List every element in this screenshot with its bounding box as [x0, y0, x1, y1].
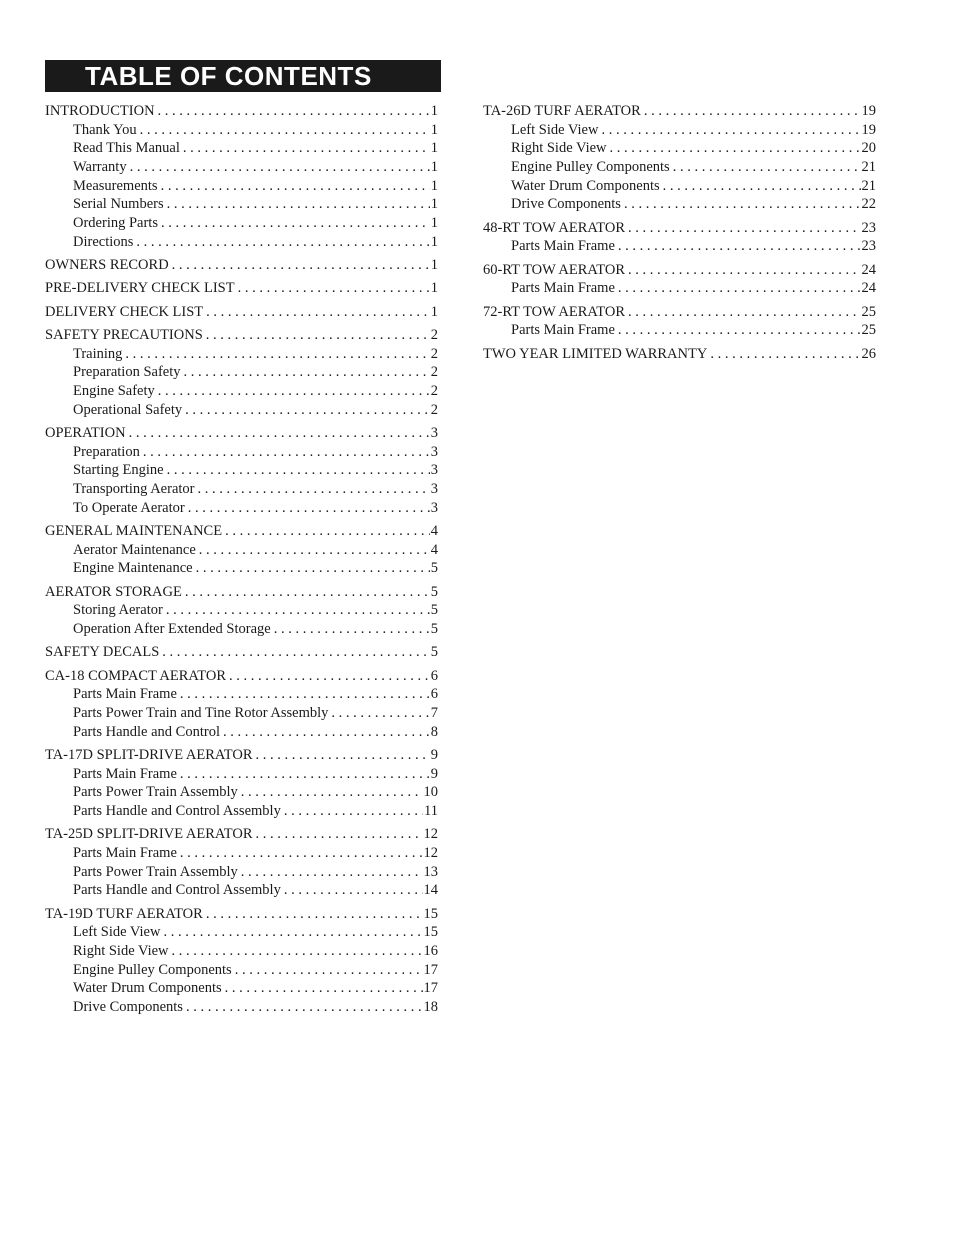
toc-subentry [45, 443, 438, 462]
toc-section [45, 326, 438, 419]
toc-page-number: 21 [861, 177, 876, 194]
toc-section [45, 667, 438, 742]
dot-leader [610, 139, 861, 158]
dot-leader [140, 121, 430, 140]
toc-page-number: 2 [430, 326, 438, 343]
toc-entry-label: CA-18 COMPACT AERATOR [45, 667, 227, 684]
toc-subentry [483, 321, 876, 340]
toc-subentry [45, 382, 438, 401]
toc-entry-label: Training [73, 345, 123, 362]
toc-section [45, 256, 438, 275]
toc-subentry [45, 844, 438, 863]
dot-leader [628, 261, 860, 280]
dot-leader [161, 177, 430, 196]
toc-subentry [45, 601, 438, 620]
toc-page-number: 19 [861, 121, 876, 138]
toc-entry-label: Parts Handle and Control [73, 723, 220, 740]
toc-page-number: 19 [861, 103, 876, 119]
toc-page-number: 26 [861, 345, 876, 362]
toc-page-number: 15 [423, 924, 438, 941]
toc-page-number: 2 [430, 345, 438, 362]
toc-page-number: 2 [430, 383, 438, 399]
toc-subentry [45, 499, 438, 518]
dot-leader [180, 765, 430, 784]
toc-page-number: 5 [430, 602, 438, 619]
toc-page-number: 23 [861, 238, 876, 255]
dot-leader [618, 321, 861, 340]
toc-entry-label: Parts Power Train and Tine Rotor Assembly [73, 704, 329, 721]
toc-subentry [45, 214, 438, 233]
toc-entry-label: Thank You [73, 121, 137, 138]
toc-page-number: 10 [423, 784, 438, 801]
dot-leader [180, 685, 430, 704]
toc-section-heading [483, 261, 876, 280]
toc-subentry [45, 942, 438, 961]
toc-entry-label: Engine Pulley Components [511, 159, 670, 176]
toc-entry-label: 60-RT TOW AERATOR [483, 261, 626, 278]
toc-subentry [483, 237, 876, 256]
toc-section-heading [45, 279, 438, 298]
dot-leader [185, 583, 430, 602]
toc-subentry [45, 559, 438, 578]
toc-entry-label: Right Side View [73, 943, 169, 959]
toc-section [45, 825, 438, 900]
toc-section [483, 303, 876, 340]
toc-section [483, 102, 876, 214]
dot-leader [624, 195, 861, 214]
toc-entry-label: Parts Main Frame [511, 322, 615, 339]
toc-subentry [45, 177, 438, 196]
toc-section [45, 643, 438, 662]
toc-section-heading [45, 643, 438, 662]
toc-page-number: 1 [430, 121, 438, 138]
toc-subentry [45, 541, 438, 560]
toc-entry-label: Preparation [73, 443, 140, 460]
toc-page-number: 3 [430, 481, 438, 498]
toc-section [45, 424, 438, 517]
toc-page-number: 9 [430, 746, 438, 763]
toc-page-number: 7 [430, 704, 438, 721]
dot-leader [162, 643, 429, 662]
toc-page-number: 17 [423, 961, 438, 978]
toc-entry-label: Measurements [73, 177, 158, 194]
toc-page-number: 11 [424, 803, 438, 819]
dot-leader [198, 480, 430, 499]
toc-section-heading [45, 667, 438, 686]
toc-section [45, 746, 438, 821]
toc-page-number: 5 [430, 560, 438, 577]
dot-leader [331, 704, 429, 723]
toc-section [45, 905, 438, 1017]
toc-page-number: 6 [430, 686, 438, 703]
dot-leader [710, 345, 860, 364]
toc-section-heading [45, 522, 438, 541]
dot-leader [185, 401, 430, 420]
toc-page-number: 16 [423, 943, 438, 959]
toc-entry-label: Parts Handle and Control Assembly [73, 803, 281, 819]
toc-page-number: 1 [430, 196, 438, 213]
toc-entry-label: TA-26D TURF AERATOR [483, 103, 641, 119]
toc-subentry [45, 685, 438, 704]
toc-section-heading [45, 256, 438, 275]
toc-section-heading [45, 825, 438, 844]
toc-subentry [45, 233, 438, 252]
toc-page-number: 17 [423, 980, 438, 997]
toc-subentry [45, 723, 438, 742]
dot-leader [183, 139, 430, 158]
dot-leader [136, 233, 429, 252]
dot-leader [163, 923, 422, 942]
toc-subentry [45, 461, 438, 480]
dot-leader [166, 601, 430, 620]
toc-subentry [45, 979, 438, 998]
toc-subentry [483, 139, 876, 158]
toc-subentry [45, 121, 438, 140]
toc-entry-label: Water Drum Components [73, 980, 222, 997]
toc-entry-label: PRE-DELIVERY CHECK LIST [45, 280, 235, 297]
toc-entry-label: TA-17D SPLIT-DRIVE AERATOR [45, 746, 253, 763]
toc-page-number: 5 [430, 621, 438, 638]
toc-section [45, 583, 438, 639]
toc-entry-label: Left Side View [511, 121, 599, 138]
toc-page-number: 12 [423, 826, 438, 843]
toc-entry-label: DELIVERY CHECK LIST [45, 303, 204, 320]
toc-section-heading [45, 583, 438, 602]
toc-page-number: 21 [861, 159, 876, 176]
toc-entry-label: OPERATION [45, 424, 126, 441]
dot-leader [184, 363, 430, 382]
toc-entry-label: Parts Main Frame [511, 238, 615, 255]
dot-leader [628, 303, 860, 322]
toc-entry-label: Warranty [73, 159, 127, 176]
toc-subentry [483, 121, 876, 140]
toc-entry-label: Parts Main Frame [73, 844, 177, 861]
toc-entry-label: Parts Main Frame [511, 280, 615, 297]
title-banner [45, 60, 441, 92]
toc-page-number: 24 [861, 280, 876, 297]
toc-section-heading [483, 345, 876, 364]
toc-subentry [45, 345, 438, 364]
dot-leader [229, 667, 430, 686]
toc-entry-label: Parts Main Frame [73, 686, 177, 703]
toc-page-number: 1 [430, 233, 438, 250]
toc-entry-label: Drive Components [73, 999, 183, 1016]
toc-left-column [45, 102, 438, 1021]
toc-subentry [483, 195, 876, 214]
dot-leader [284, 802, 423, 821]
toc-entry-label: Starting Engine [73, 462, 164, 479]
toc-page-number: 3 [430, 443, 438, 460]
toc-page-number: 1 [430, 159, 438, 176]
toc-section-heading [45, 326, 438, 345]
toc-section-heading [45, 303, 438, 322]
toc-entry-label: AERATOR STORAGE [45, 583, 182, 600]
toc-entry-label: Parts Handle and Control Assembly [73, 882, 281, 899]
toc-section-heading [483, 303, 876, 322]
toc-section-heading [483, 102, 876, 121]
toc-entry-label: SAFETY DECALS [45, 644, 160, 661]
toc-entry-label: Engine Maintenance [73, 560, 193, 577]
toc-subentry [483, 177, 876, 196]
dot-leader [167, 195, 430, 214]
toc-entry-label: Preparation Safety [73, 364, 181, 381]
toc-section-heading [483, 219, 876, 238]
dot-leader [235, 961, 423, 980]
toc-entry-label: Ordering Parts [73, 215, 158, 232]
toc-subentry [45, 363, 438, 382]
toc-page-number: 18 [423, 999, 438, 1016]
toc-entry-label: Read This Manual [73, 140, 180, 157]
toc-subentry [483, 279, 876, 298]
toc-page-number: 1 [430, 177, 438, 194]
dot-leader [143, 443, 430, 462]
toc-page-number: 1 [430, 257, 438, 274]
toc-page-number: 9 [430, 765, 438, 782]
dot-leader [130, 158, 430, 177]
dot-leader [199, 541, 430, 560]
toc-page-number: 5 [430, 644, 438, 661]
dot-leader [238, 279, 430, 298]
toc-subentry [483, 158, 876, 177]
toc-section [45, 522, 438, 578]
dot-leader [256, 746, 430, 765]
dot-leader [644, 102, 861, 121]
dot-leader [663, 177, 861, 196]
toc-entry-label: OWNERS RECORD [45, 257, 169, 274]
toc-subentry [45, 923, 438, 942]
dot-leader [158, 102, 430, 121]
toc-page-number: 1 [430, 303, 438, 320]
toc-entry-label: TA-25D SPLIT-DRIVE AERATOR [45, 826, 253, 843]
dot-leader [186, 998, 423, 1017]
toc-entry-label: Serial Numbers [73, 196, 164, 213]
dot-leader [188, 499, 430, 518]
toc-subentry [45, 881, 438, 900]
toc-entry-label: 48-RT TOW AERATOR [483, 219, 626, 236]
toc-page-number: 2 [430, 401, 438, 418]
toc-page-number: 3 [430, 424, 438, 441]
toc-page-number: 1 [430, 103, 438, 119]
dot-leader [601, 121, 860, 140]
dot-leader [618, 237, 861, 256]
dot-leader [206, 905, 423, 924]
toc-section [45, 279, 438, 298]
toc-page-number: 2 [430, 364, 438, 381]
toc-page-number: 25 [861, 322, 876, 339]
dot-leader [196, 559, 430, 578]
toc-entry-label: TA-19D TURF AERATOR [45, 905, 203, 922]
toc-page-number: 5 [430, 583, 438, 600]
toc-right-column [483, 102, 876, 368]
toc-entry-label: GENERAL MAINTENANCE [45, 523, 223, 539]
toc-subentry [45, 139, 438, 158]
dot-leader [284, 881, 423, 900]
toc-subentry [45, 765, 438, 784]
dot-leader [158, 382, 430, 401]
toc-entry-label: Parts Power Train Assembly [73, 784, 238, 801]
toc-section [483, 261, 876, 298]
dot-leader [172, 256, 430, 275]
toc-page-number: 14 [423, 882, 438, 899]
toc-section-heading [45, 424, 438, 443]
toc-entry-label: Directions [73, 233, 134, 250]
toc-page-number: 25 [861, 303, 876, 320]
dot-leader [161, 214, 430, 233]
dot-leader [180, 844, 423, 863]
toc-page-number: 22 [861, 196, 876, 213]
dot-leader [125, 345, 429, 364]
dot-leader [225, 522, 430, 541]
dot-leader [618, 279, 861, 298]
toc-entry-label: INTRODUCTION [45, 103, 155, 119]
toc-subentry [45, 802, 438, 821]
dot-leader [274, 620, 430, 639]
dot-leader [673, 158, 861, 177]
dot-leader [172, 942, 423, 961]
toc-subentry [45, 620, 438, 639]
toc-page-number: 23 [861, 219, 876, 236]
toc-subentry [45, 961, 438, 980]
toc-entry-label: TWO YEAR LIMITED WARRANTY [483, 345, 708, 362]
toc-page-number: 1 [430, 280, 438, 297]
toc-section [483, 345, 876, 364]
toc-entry-label: To Operate Aerator [73, 499, 185, 516]
dot-leader [628, 219, 860, 238]
toc-subentry [45, 480, 438, 499]
toc-entry-label: Drive Components [511, 196, 621, 213]
toc-entry-label: Operational Safety [73, 401, 183, 418]
dot-leader [256, 825, 423, 844]
toc-entry-label: Left Side View [73, 924, 161, 941]
toc-entry-label: Parts Power Train Assembly [73, 863, 238, 880]
dot-leader [167, 461, 430, 480]
dot-leader [241, 783, 423, 802]
toc-section [45, 303, 438, 322]
toc-page-number: 12 [423, 844, 438, 861]
toc-section-heading [45, 905, 438, 924]
toc-page-number: 20 [861, 140, 876, 157]
dot-leader [241, 863, 423, 882]
dot-leader [206, 326, 430, 345]
toc-page-number: 4 [430, 523, 438, 539]
toc-section [45, 102, 438, 252]
toc-page-number: 3 [430, 499, 438, 516]
toc-entry-label: Engine Pulley Components [73, 961, 232, 978]
toc-page-number: 1 [430, 140, 438, 157]
toc-entry-label: Water Drum Components [511, 177, 660, 194]
toc-page-number: 1 [430, 215, 438, 232]
dot-leader [223, 723, 430, 742]
toc-section [483, 219, 876, 256]
toc-subentry [45, 998, 438, 1017]
toc-entry-label: Engine Safety [73, 383, 155, 399]
toc-subentry [45, 863, 438, 882]
toc-entry-label: Storing Aerator [73, 602, 163, 619]
toc-entry-label: SAFETY PRECAUTIONS [45, 326, 203, 343]
toc-page-number: 6 [430, 667, 438, 684]
toc-subentry [45, 401, 438, 420]
toc-page-number: 13 [423, 863, 438, 880]
toc-section-heading [45, 746, 438, 765]
toc-entry-label: Right Side View [511, 140, 607, 157]
toc-entry-label: Aerator Maintenance [73, 541, 196, 558]
toc-page-number: 4 [430, 541, 438, 558]
page-title: TABLE OF CONTENTS [85, 61, 372, 91]
toc-entry-label: 72-RT TOW AERATOR [483, 303, 626, 320]
toc-page-number: 8 [430, 723, 438, 740]
toc-subentry [45, 704, 438, 723]
dot-leader [206, 303, 430, 322]
toc-subentry [45, 158, 438, 177]
toc-subentry [45, 195, 438, 214]
toc-entry-label: Operation After Extended Storage [73, 621, 271, 638]
dot-leader [129, 424, 430, 443]
toc-entry-label: Transporting Aerator [73, 481, 195, 498]
dot-leader [225, 979, 423, 998]
toc-subentry [45, 783, 438, 802]
toc-page-number: 3 [430, 462, 438, 479]
toc-page-number: 15 [423, 905, 438, 922]
toc-section-heading [45, 102, 438, 121]
toc-page-number: 24 [861, 261, 876, 278]
toc-entry-label: Parts Main Frame [73, 765, 177, 782]
